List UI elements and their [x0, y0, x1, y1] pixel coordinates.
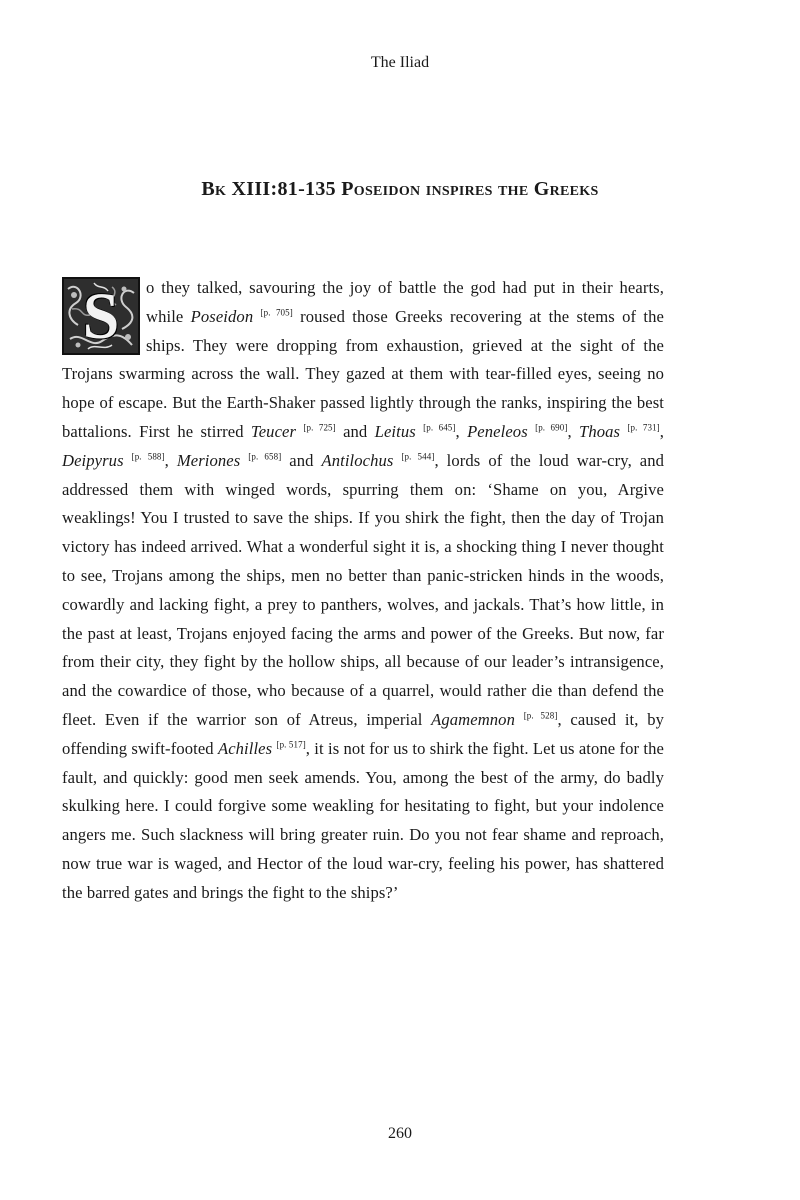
page-ref-meriones[interactable]: [p. 658]	[248, 451, 282, 462]
page-ref-thoas[interactable]: [p. 731]	[627, 422, 660, 433]
passage-text: and	[335, 421, 375, 441]
running-head: The Iliad	[370, 54, 430, 71]
character-link-meriones[interactable]: Meriones	[176, 450, 241, 470]
passage-text: and	[281, 450, 322, 470]
passage-text: ,	[164, 450, 177, 470]
page-ref-antilochus[interactable]: [p. 544]	[401, 451, 435, 462]
page-ref-agamemnon[interactable]: [p. 528]	[523, 710, 558, 721]
page-number: 260	[388, 1125, 412, 1142]
passage-text: , it is not for us to shirk the fight. Let us atone for the fault, and quickly: good men seek amends. You, among the best of the army, do badly skulking here. I could forgive some weakling for hesitating to fight, but your indolence angers me. Such slackness will bring greater ruin. Do you not fear shame and reproach, now true war is waged, and Hector of the loud war-cry, feeling his power, has shattered the barred gates and brings the fight to the ships?’	[62, 738, 665, 902]
chapter-title: Bk XIII:81-135 Poseidon inspires the Greeks	[201, 178, 599, 200]
page-ref-teucer[interactable]: [p. 725]	[303, 422, 336, 433]
character-link-leitus[interactable]: Leitus	[374, 421, 416, 441]
character-link-antilochus[interactable]: Antilochus	[321, 450, 394, 470]
dropcap-letter: S	[82, 280, 120, 353]
character-link-teucer[interactable]: Teucer	[250, 421, 297, 441]
page-ref-leitus[interactable]: [p. 645]	[423, 422, 456, 433]
page-ref-peneleos[interactable]: [p. 690]	[535, 422, 568, 433]
passage-text: ,	[659, 421, 665, 441]
passage-text: , lords of the loud war-cry, and addressed them with winged words, spurring them on: ‘Shame on you, Argive weaklings! You I trusted to save the ships. If you shirk the fight, then the day of Trojan victory has indeed arrived. What a wonderful sight it is, a shocking thing I never thought to see, Trojans among the ships, men no better than panic-stricken hinds in the woods, cowardly and lacking fight, a prey to panthers, wolves, and jackals. That’s how little, in the past at least, Trojans enjoyed facing the arms and power of the Greeks. But now, far from their city, they fight by the hollow ships, all because of our leader’s intransigence, and the cowardice of those, who because of a quarrel, would rather die than defend the fleet. Even if the warrior son of Atreus, imperial	[62, 450, 665, 729]
body-text	[62, 274, 664, 908]
character-link-peneleos[interactable]: Peneleos	[467, 421, 528, 441]
page-ref-achilles[interactable]: [p. 517]	[276, 739, 306, 750]
passage-text: roused those Greeks recovering at the stems of the ships. They were dropping from exhaustion, grieved at the sight of the Trojans swarming across the wall. They gazed at them with tear-filled eyes, seeing no hope of escape. But the Earth-Shaker passed lightly through the ranks, inspiring the best battalions. First he stirred	[62, 306, 665, 441]
page-ref-poseidon[interactable]: [p. 705]	[260, 307, 293, 318]
page-ref-deipyrus[interactable]: [p. 588]	[131, 451, 165, 462]
character-link-agamemnon[interactable]: Agamemnon	[431, 709, 515, 729]
character-link-achilles[interactable]: Achilles	[217, 738, 273, 758]
passage-text: o they talked, savouring the joy of battle the god had put in their hearts, while	[146, 278, 664, 326]
character-link-thoas[interactable]: Thoas	[579, 421, 621, 441]
passage-text: ,	[567, 421, 580, 441]
passage-text: , caused it, by offending swift-footed	[62, 709, 664, 758]
passage-text: ,	[455, 421, 468, 441]
character-link-deipyrus[interactable]: Deipyrus	[62, 450, 124, 470]
ornamental-dropcap	[62, 277, 140, 355]
character-link-poseidon[interactable]: Poseidon	[190, 306, 254, 326]
